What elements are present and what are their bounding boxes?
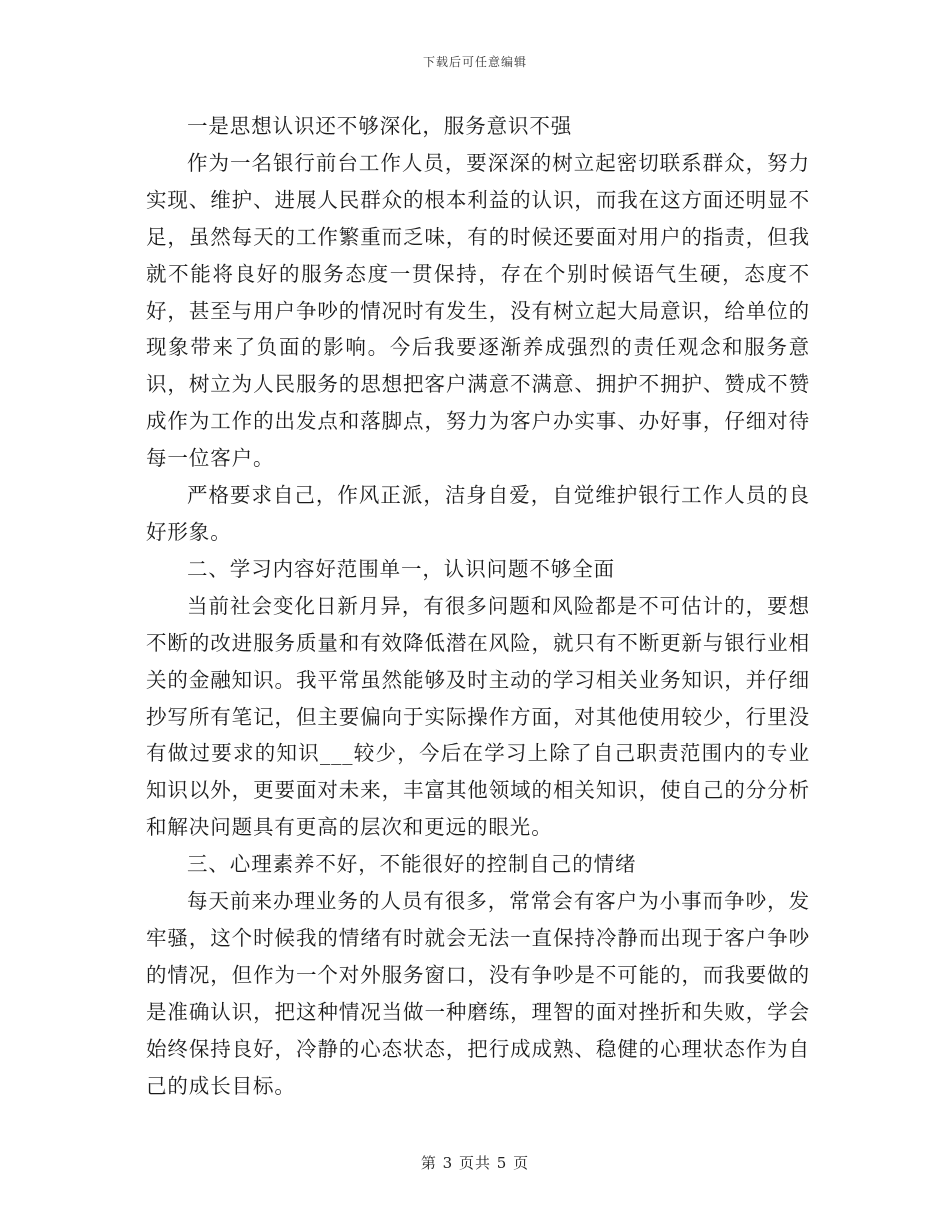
paragraph: 每天前来办理业务的人员有很多，常常会有客户为小事而争吵，发牢骚，这个时候我的情绪有时就会无法一直保持冷静而出现于客户争吵的情况，但作为一个对外服务窗口，没有争吵是不可能的，而我要做的是准确认识，把这种情况当做一种磨练，理智的面对挫折和失败，学会始终保持良好，冷静的心态状态，把行成成熟、稳健的心理状态作为自己的成长目标。: [146, 889, 810, 1098]
document-body: [146, 108, 810, 1104]
paragraph: 严格要求自己，作风正派，洁身自爱，自觉维护银行工作人员的良好形象。: [146, 483, 810, 544]
section-heading-2: 二、学习内容好范围单一，认识问题不够全面: [187, 556, 615, 581]
paragraph: 当前社会变化日新月异，有很多问题和风险都是不可估计的，要想不断的改进服务质量和有效降低潜在风险，就只有不断更新与银行业相关的金融知识。我平常虽然能够及时主动的学习相关业务知识，并仔细抄写所有笔记，但主要偏向于实际操作方面，对其他使用较少，行里没有做过要求的知识___较少，今后在学习上除了自己职责范围内的专业知识以外，更要面对未来，丰富其他领域的相关知识，使自己的分分析和解决问题具有更高的层次和更远的眼光。: [146, 593, 810, 840]
section-heading-3: 三、心理素养不好，不能很好的控制自己的情绪: [187, 852, 637, 877]
paragraph: 作为一名银行前台工作人员，要深深的树立起密切联系群众，努力实现、维护、进展人民群众的根本利益的认识，而我在这方面还明显不足，虽然每天的工作繁重而乏味，有的时候还要面对用户的指责，但我就不能将良好的服务态度一贯保持，存在个别时候语气生硬，态度不好，甚至与用户争吵的情况时有发生，没有树立起大局意识，给单位的现象带来了负面的影响。今后我要逐渐养成强烈的责任观念和服务意识，树立为人民服务的思想把客户满意不满意、拥护不拥护、赞成不赞成作为工作的出发点和落脚点，努力为客户办实事、办好事，仔细对待每一位客户。: [146, 150, 810, 471]
section-heading-1: 一是思想认识还不够深化，服务意识不强: [187, 114, 573, 138]
page-footer: 第 3 页共 5 页: [420, 1154, 530, 1172]
page-header: 下载后可任意编辑: [422, 55, 527, 69]
